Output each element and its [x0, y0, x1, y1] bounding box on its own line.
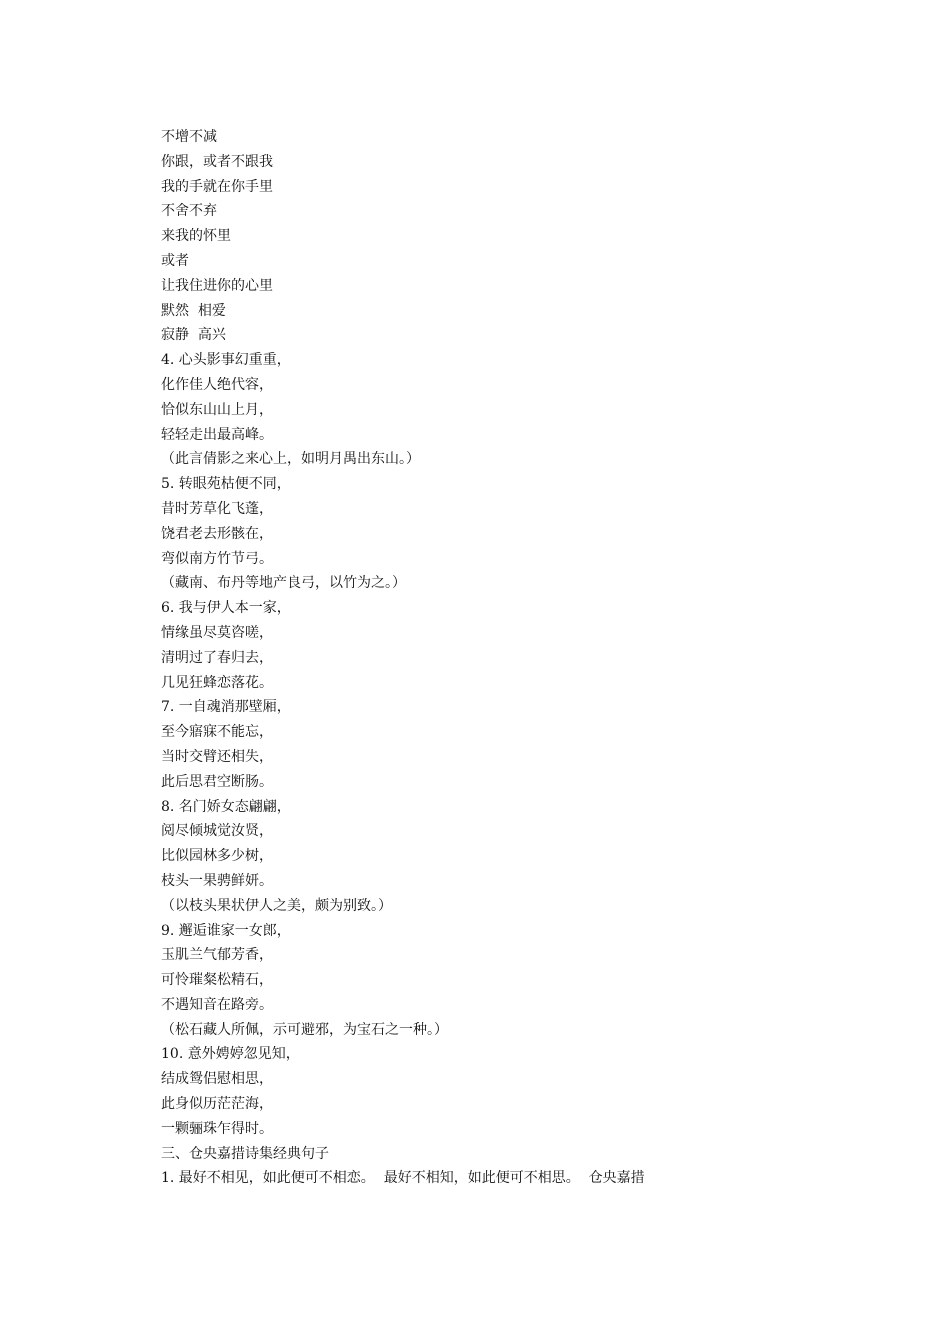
text-line: 4. 心头影事幻重重， — [161, 352, 291, 369]
text-line: 比似园林多少树， — [161, 848, 273, 865]
text-line: 来我的怀里 — [161, 228, 231, 245]
text-line: 饶君老去形骸在， — [161, 525, 273, 542]
text-line: 不增不减 — [161, 129, 217, 145]
text-line: 情缘虽尽莫咨嗟， — [161, 624, 273, 641]
text-line: 枝头一果骋鲜妍。 — [161, 872, 273, 889]
text-line: （以枝头果状伊人之美，颇为别致。） — [161, 897, 392, 914]
text-line: （此言倩影之来心上，如明月禺出东山。） — [161, 451, 420, 468]
text-line: 结成鸳侣慰相思， — [161, 1071, 273, 1088]
text-line: （藏南、布丹等地产良弓，以竹为之。） — [161, 575, 406, 592]
text-line: （松石藏人所佩，示可避邪，为宝石之一种。） — [161, 1021, 448, 1038]
text-line: 10. 意外娉婷忽见知， — [161, 1046, 300, 1063]
text-line: 5. 转眼苑枯便不同， — [161, 476, 291, 493]
text-line: 9. 邂逅谁家一女郎， — [161, 922, 291, 939]
text-line: 不舍不弃 — [161, 203, 217, 220]
text-line: 弯似南方竹节弓。 — [161, 550, 273, 567]
text-line: 昔时芳草化飞蓬， — [161, 500, 273, 517]
text-line: 或者 — [161, 252, 189, 269]
text-line: 你跟，或者不跟我 — [161, 153, 273, 170]
text-line: 玉肌兰气郁芳香， — [161, 947, 273, 964]
text-line: 7. 一自魂消那壁厢， — [161, 699, 291, 716]
text-line: 不遇知音在路旁。 — [161, 996, 273, 1013]
text-line: 恰似东山山上月， — [161, 401, 273, 418]
text-line: 1. 最好不相见，如此便可不相恋。 最好不相知，如此便可不相思。 仓央嘉措 — [161, 1170, 645, 1187]
text-line: 轻轻走出最高峰。 — [161, 426, 273, 443]
text-line: 让我住进你的心里 — [161, 277, 273, 294]
text-line: 化作佳人绝代容， — [161, 376, 273, 393]
text-line: 一颗骊珠乍得时。 — [161, 1120, 273, 1137]
text-line: 清明过了春归去， — [161, 649, 273, 666]
text-line: 三、仓央嘉措诗集经典句子 — [161, 1145, 329, 1162]
text-line: 寂静 高兴 — [161, 327, 226, 344]
text-line: 此后思君空断肠。 — [161, 773, 273, 790]
text-line: 几见狂蜂恋落花。 — [161, 674, 273, 691]
text-line: 当时交臂还相失， — [161, 748, 273, 765]
text-line: 阅尽倾城觉汝贤， — [161, 823, 273, 840]
poem-text-block — [161, 125, 801, 1191]
text-line: 8. 名门娇女态翩翩， — [161, 798, 291, 815]
text-line: 我的手就在你手里 — [161, 178, 273, 195]
text-line: 至今寤寐不能忘， — [161, 724, 273, 741]
text-line: 可怜璀粲松精石， — [161, 972, 273, 989]
text-line: 默然 相爱 — [161, 302, 226, 319]
text-line: 此身似历茫茫海， — [161, 1096, 273, 1113]
text-line: 6. 我与伊人本一家， — [161, 600, 291, 617]
